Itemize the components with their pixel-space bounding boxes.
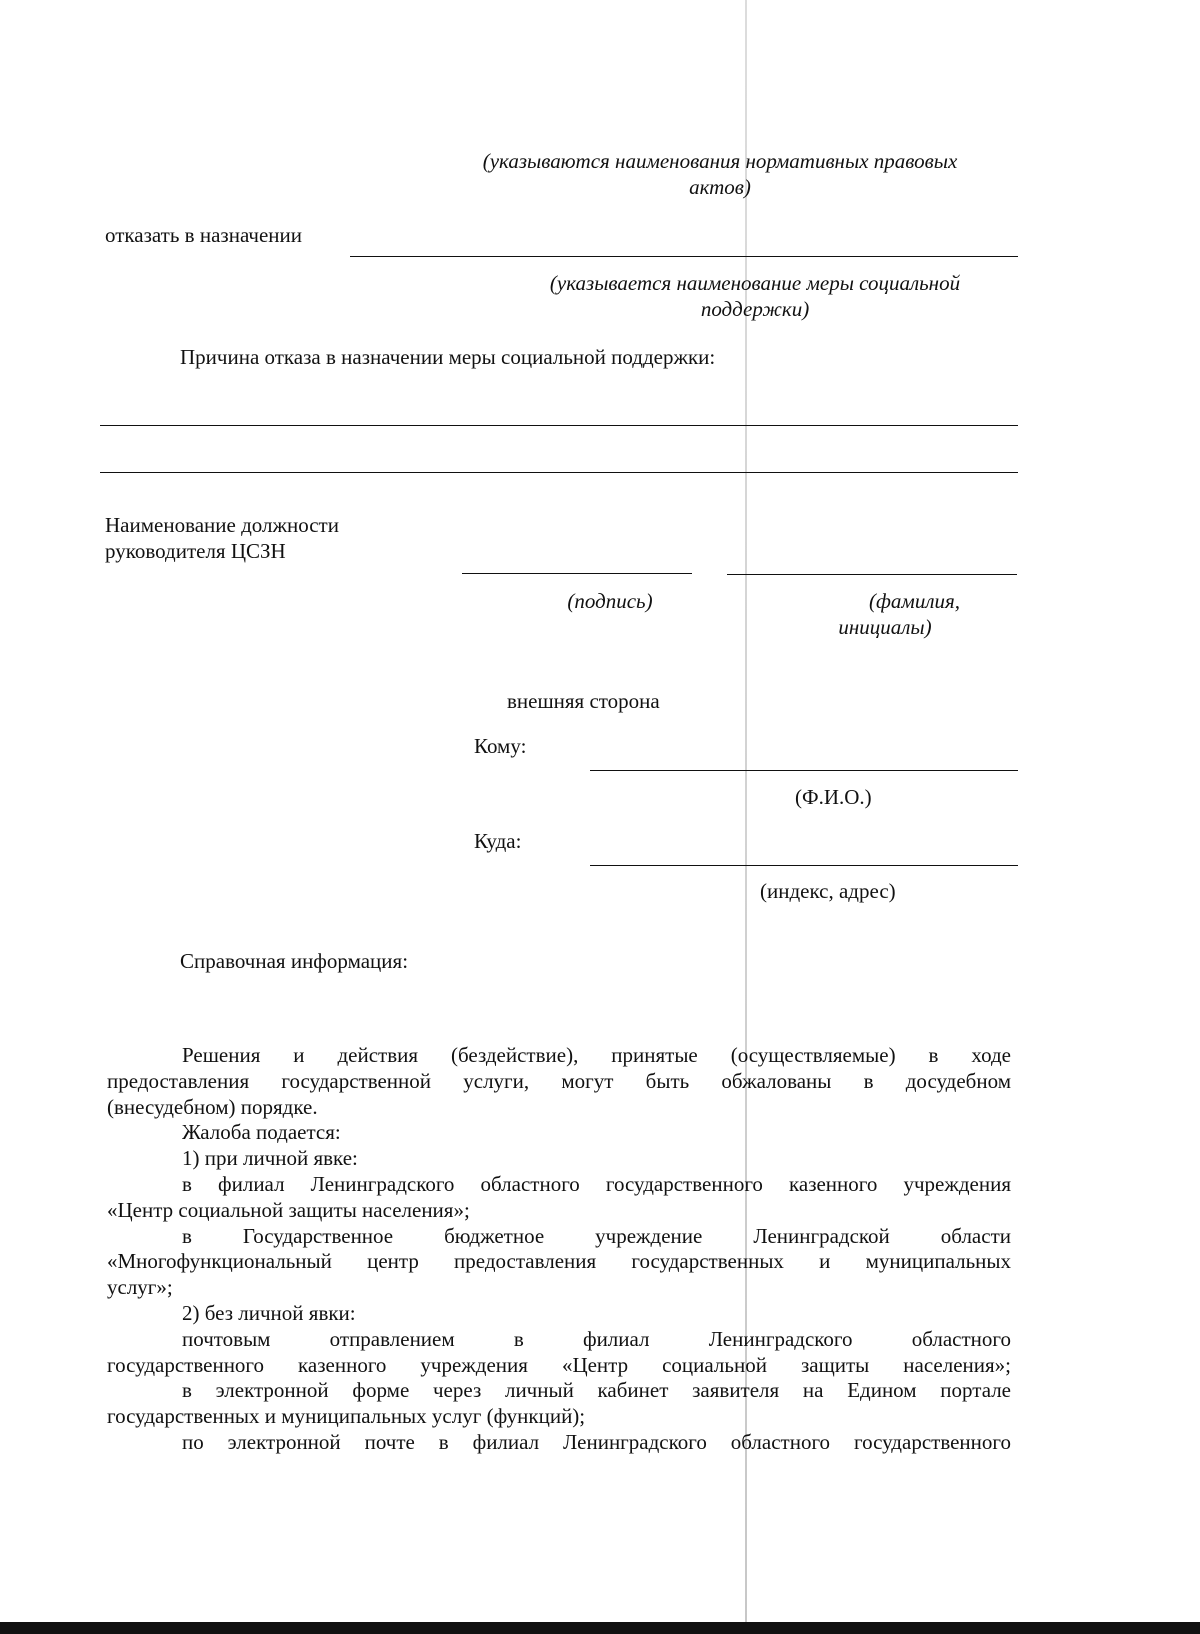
p1-line1: Решения и действия (бездействие), принятые (осуществляемые) в ходе [182, 1043, 1011, 1067]
position-title-line1: Наименование должности [105, 513, 339, 537]
where-line [590, 865, 1018, 866]
item2a-line2: государственного казенного учреждения «Центр социальной защиты населения»; [107, 1352, 1011, 1377]
position-title [105, 512, 339, 564]
item2b-line2: государственных и муниципальных услуг (функций); [107, 1404, 586, 1429]
item1a-line2: «Центр социальной защиты населения»; [107, 1197, 470, 1222]
to-line [590, 770, 1018, 771]
complaint-label: Жалоба подается: [182, 1120, 341, 1145]
item1b-line3: услуг»; [107, 1275, 173, 1300]
name-caption-line2: инициалы) [838, 615, 932, 639]
signature-caption: (подпись) [567, 589, 653, 613]
where-label: Куда: [474, 829, 522, 853]
refuse-caption-line2: поддержки) [700, 297, 810, 321]
scan-bottom-edge [0, 1622, 1200, 1634]
item1b-line2: «Многофункциональный центр предоставления государственных и муниципальных [107, 1249, 1011, 1274]
signature-line [462, 573, 692, 574]
to-label: Кому: [474, 734, 527, 758]
refuse-label: отказать в назначении [105, 223, 303, 247]
acts-caption-line1: (указываются наименования нормативных правовых [482, 149, 958, 173]
item1a-line1: в филиал Ленинградского областного государственного казенного учреждения [182, 1171, 1011, 1196]
item1b-line1: в Государственное бюджетное учреждение Ленинградской области [182, 1223, 1011, 1248]
name-line [727, 574, 1017, 575]
item2-label: 2) без личной явки: [182, 1300, 356, 1325]
refuse-caption [440, 270, 1070, 322]
item2a-line1: почтовым отправлением в филиал Ленинградского областного [182, 1326, 1011, 1351]
acts-caption [420, 148, 1020, 200]
refuse-caption-line1: (указывается наименование меры социальной [549, 271, 961, 295]
p1-line3: (внесудебном) порядке. [107, 1094, 318, 1119]
reason-line-2 [100, 472, 1018, 473]
p1-line2: предоставления государственной услуги, могут быть обжалованы в досудебном [107, 1068, 1011, 1093]
item1-label: 1) при личной явке: [182, 1146, 358, 1171]
to-caption: (Ф.И.О.) [795, 785, 872, 809]
info-heading: Справочная информация: [180, 949, 409, 973]
reason-label: Причина отказа в назначении меры социальной поддержки: [180, 345, 716, 369]
name-caption [810, 588, 960, 640]
name-caption-line1: (фамилия, [869, 589, 960, 613]
where-caption: (индекс, адрес) [760, 879, 896, 903]
acts-caption-line2: актов) [689, 175, 751, 199]
refuse-measure-line [350, 256, 1018, 257]
reason-line-1 [100, 425, 1018, 426]
info-body [107, 1043, 1011, 1456]
item2b-line1: в электронной форме через личный кабинет заявителя на Едином портале [182, 1378, 1011, 1403]
envelope-side-label: внешняя сторона [507, 689, 660, 713]
position-title-line2: руководителя ЦСЗН [105, 539, 286, 563]
item2c-line1: по электронной почте в филиал Ленинградского областного государственного [182, 1429, 1011, 1454]
